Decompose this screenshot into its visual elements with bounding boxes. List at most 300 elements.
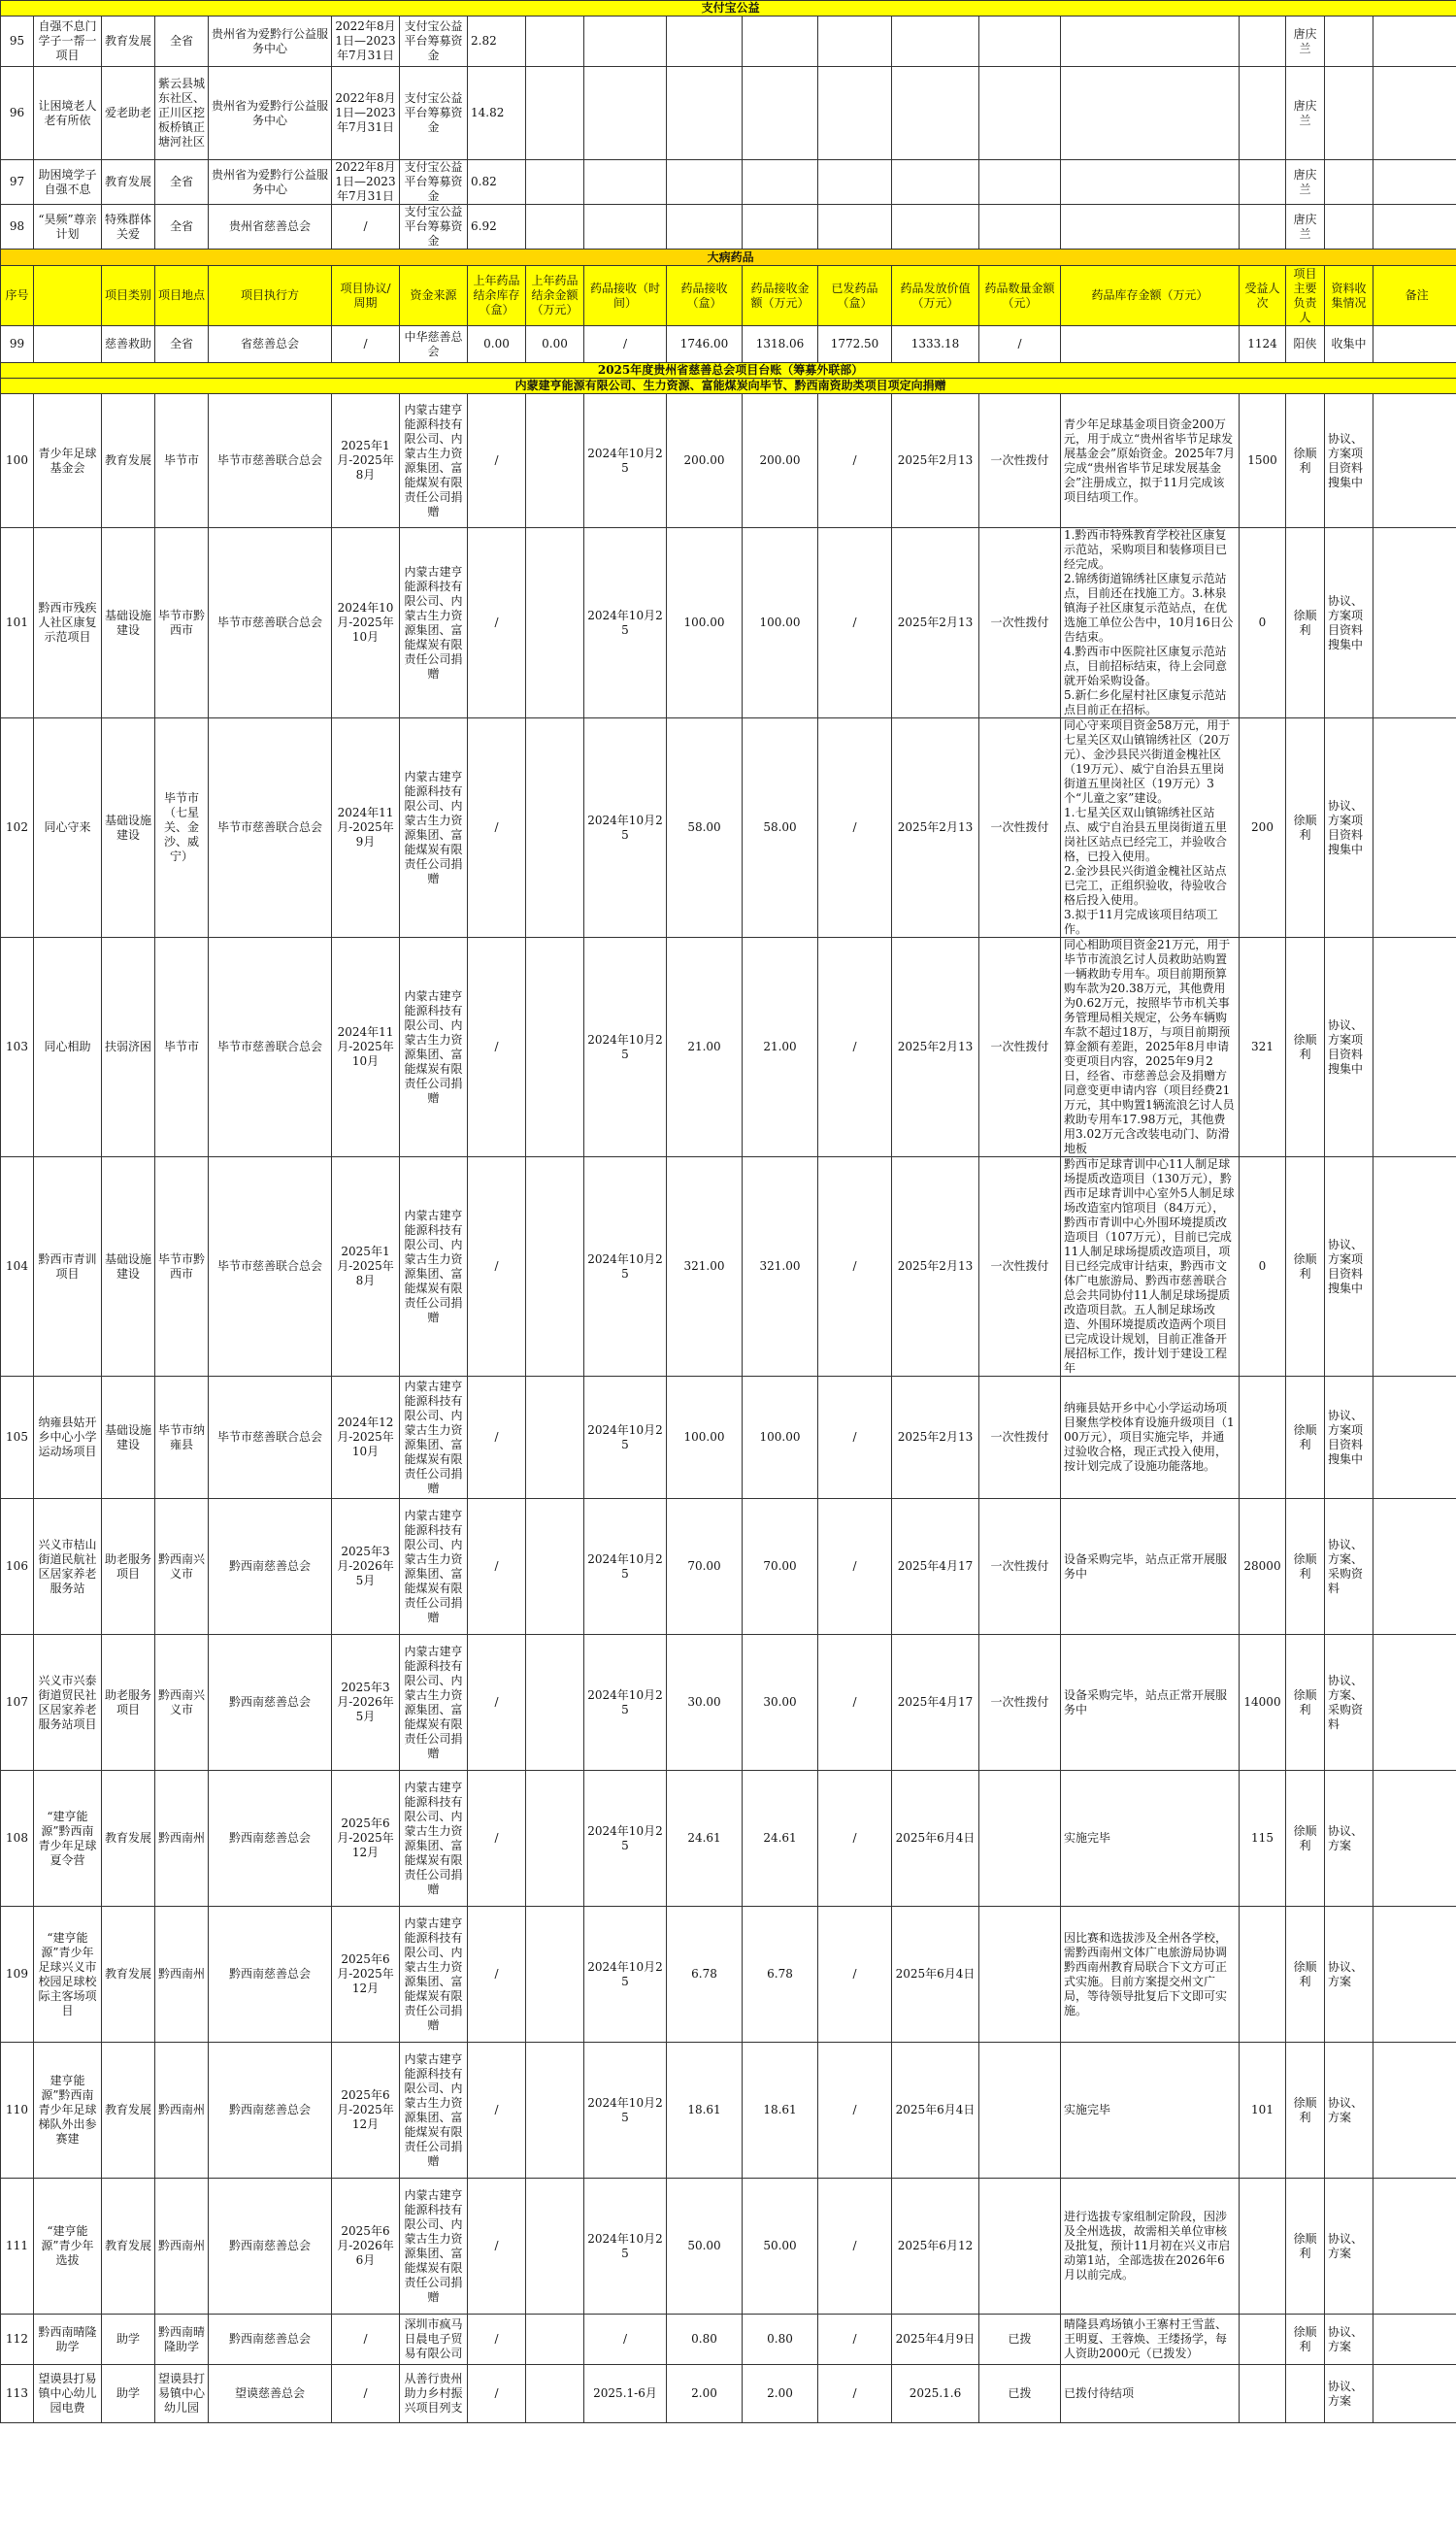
account-cell: 黔西南慈善总会: [209, 1635, 332, 1771]
medicine-cell: 1333.18: [892, 326, 979, 363]
account-cell: 教育发展: [102, 394, 155, 528]
account-cell: 协议、方案: [1325, 1771, 1373, 1907]
account-cell: 2025年6月4日: [892, 1907, 979, 2043]
column-header: [34, 266, 102, 326]
account-cell: 徐顺利: [1286, 2043, 1325, 2179]
account-cell: /: [468, 528, 526, 718]
account-cell: 协议、方案项目资料搜集中: [1325, 528, 1373, 718]
account-row: [1, 2365, 1456, 2423]
account-cell: 深圳市疯马日晨电子贸易有限公司: [400, 2315, 468, 2365]
account-cell: 黔西南晴隆助学: [34, 2315, 102, 2365]
account-cell: 2.00: [667, 2365, 743, 2423]
account-cell: 101: [1240, 2043, 1286, 2179]
account-cell: 2024年10月25: [584, 1771, 667, 1907]
medicine-cell: 省慈善总会: [209, 326, 332, 363]
account-cell: 6.78: [667, 1907, 743, 2043]
empty-cell: [818, 205, 892, 250]
account-cell: 内蒙古建亨能源科技有限公司、内蒙古生力资源集团、富能煤炭有限责任公司捐赠: [400, 1635, 468, 1771]
empty-cell: [1373, 1499, 1456, 1635]
account-cell: 内蒙古建亨能源科技有限公司、内蒙古生力资源集团、富能煤炭有限责任公司捐赠: [400, 394, 468, 528]
account-cell: 70.00: [743, 1499, 818, 1635]
empty-cell: [1061, 160, 1240, 205]
account-cell: /: [468, 718, 526, 938]
account-cell: 建亨能源”黔西南青少年足球梯队外出参赛建: [34, 2043, 102, 2179]
account-cell: 基础设施建设: [102, 1377, 155, 1499]
account-cell: 协议、方案项目资料搜集中: [1325, 1377, 1373, 1499]
account-cell: /: [818, 394, 892, 528]
account-cell: /: [468, 1499, 526, 1635]
account-cell: 一次性拨付: [979, 1635, 1061, 1771]
account-cell: 0: [1240, 528, 1286, 718]
account-cell: 1500: [1240, 394, 1286, 528]
empty-cell: [667, 160, 743, 205]
account-cell: 6.78: [743, 1907, 818, 2043]
account-cell: /: [818, 1499, 892, 1635]
account-cell: [526, 2043, 584, 2179]
empty-cell: [1373, 2315, 1456, 2365]
account-cell: 100.00: [743, 1377, 818, 1499]
empty-cell: [667, 67, 743, 160]
empty-cell: [892, 160, 979, 205]
empty-cell: [1373, 1157, 1456, 1377]
account-cell: 内蒙古建亨能源科技有限公司、内蒙古生力资源集团、富能煤炭有限责任公司捐赠: [400, 2179, 468, 2315]
account-cell: 2025年4月9日: [892, 2315, 979, 2365]
account-cell: /: [818, 1907, 892, 2043]
account-cell: 2024年12月-2025年10月: [332, 1377, 400, 1499]
alipay-cell: 贵州省为爱黔行公益服务中心: [209, 160, 332, 205]
empty-cell: [818, 67, 892, 160]
account-cell: 108: [1, 1771, 34, 1907]
account-cell: [979, 2179, 1061, 2315]
account-cell: 2025年2月13: [892, 938, 979, 1157]
account-cell: [1240, 1907, 1286, 2043]
account-cell: 100: [1, 394, 34, 528]
account-cell: 2025年6月4日: [892, 2043, 979, 2179]
account-cell: /: [818, 718, 892, 938]
account-cell: 毕节市（七星关、金沙、威宁）: [155, 718, 209, 938]
account-row: [1, 1377, 1456, 1499]
account-cell: 2024年10月25: [584, 938, 667, 1157]
column-header: 项目执行方: [209, 266, 332, 326]
account-cell: 进行选拔专家组制定阶段，因涉及全州选拔，故需相关单位审核及批复，预计11月初在兴义市启动第1站，全部选拔在2026年6月以前完成。: [1061, 2179, 1240, 2315]
empty-cell: [1373, 17, 1456, 67]
account-cell: 2024年10月25: [584, 394, 667, 528]
account-cell: 一次性拨付: [979, 528, 1061, 718]
account-cell: 24.61: [743, 1771, 818, 1907]
account-cell: [526, 718, 584, 938]
alipay-cell: 紫云县城东社区、正川区挖板桥镇正塘河社区: [155, 67, 209, 160]
account-cell: 2024年11月-2025年10月: [332, 938, 400, 1157]
account-cell: 青少年足球基金会: [34, 394, 102, 528]
alipay-cell: 支付宝公益平台筹募资金: [400, 160, 468, 205]
column-header: 项目类别: [102, 266, 155, 326]
empty-cell: [1373, 718, 1456, 938]
empty-cell: [743, 17, 818, 67]
account-cell: 协议、方案项目资料搜集中: [1325, 718, 1373, 938]
account-cell: /: [818, 528, 892, 718]
medicine-header-row: [1, 266, 1456, 326]
empty-cell: [1373, 394, 1456, 528]
account-cell: /: [468, 1907, 526, 2043]
empty-cell: [1240, 67, 1286, 160]
alipay-cell: 96: [1, 67, 34, 160]
account-cell: 黔西南州: [155, 2179, 209, 2315]
account-cell: 黔西市残疾人社区康复示范项目: [34, 528, 102, 718]
account-cell: 200: [1240, 718, 1286, 938]
account-cell: 同心守来项目资金58万元，用于七星关区双山镇锦绣社区（20万元）、金沙县民兴街道金槐社区（19万元）、威宁自治县五里岗街道五里岗社区（19万元）3个“儿童之家”建设。 1.七星关区双山镇锦绣社区站点、威宁自治县五里岗街道五里岗社区站点已经完工，并验收合格，已投入使用。 2.金沙县民兴街道金槐社区站点已完工，正组织验收，待验收合格后投入使用。 3.拟于11月完成该项目结项工作。: [1061, 718, 1240, 938]
empty-cell: [584, 17, 667, 67]
account-cell: 2025年1月-2025年8月: [332, 394, 400, 528]
account-cell: 111: [1, 2179, 34, 2315]
alipay-cell: 贵州省为爱黔行公益服务中心: [209, 67, 332, 160]
account-cell: 110: [1, 2043, 34, 2179]
column-header: 受益人次: [1240, 266, 1286, 326]
alipay-cell: 让困境老人老有所依: [34, 67, 102, 160]
medicine-cell: 0.00: [526, 326, 584, 363]
account-cell: /: [818, 2315, 892, 2365]
account-cell: [526, 1635, 584, 1771]
empty-cell: [979, 205, 1061, 250]
account-cell: 已拨: [979, 2365, 1061, 2423]
account-cell: 毕节市慈善联合总会: [209, 938, 332, 1157]
empty-cell: [979, 160, 1061, 205]
alipay-cell: 全省: [155, 17, 209, 67]
account-cell: 助老服务项目: [102, 1635, 155, 1771]
medicine-cell: /: [332, 326, 400, 363]
account-cell: 助学: [102, 2315, 155, 2365]
account-cell: 112: [1, 2315, 34, 2365]
account-cell: 徐顺利: [1286, 1157, 1325, 1377]
alipay-cell: 爱老助老: [102, 67, 155, 160]
alipay-cell: 97: [1, 160, 34, 205]
account-cell: /: [332, 2315, 400, 2365]
account-cell: 同心相助项目资金21万元，用于毕节市流浪乞讨人员救助站购置一辆救助专用车。项目前期预算购车款为20.38万元，其他费用为0.62万元，按照毕节市机关事务管理局相关规定，公务车辆购车款不超过18万，与项目前期预算金额有差距，2025年8月申请变更项目内容，2025年9月2日，经省、市慈善总会及捐赠方同意变更申请内容（项目经费21万元，其中购置1辆流浪乞讨人员救助专用车17.98万元，其他费用3.02万元含改装电动门、防滑地板: [1061, 938, 1240, 1157]
account-cell: 2024年10月25: [584, 1157, 667, 1377]
account-cell: 2025年4月17: [892, 1499, 979, 1635]
medicine-cell: 1746.00: [667, 326, 743, 363]
account-cell: 设备采购完毕，站点正常开展服务中: [1061, 1499, 1240, 1635]
account-cell: /: [818, 2179, 892, 2315]
column-header: 药品接收（时间）: [584, 266, 667, 326]
account-cell: [526, 1377, 584, 1499]
account-cell: /: [468, 1157, 526, 1377]
empty-cell: [743, 160, 818, 205]
empty-cell: [1325, 205, 1373, 250]
medicine-cell: 1318.06: [743, 326, 818, 363]
account-cell: [979, 1771, 1061, 1907]
alipay-cell: 贵州省慈善总会: [209, 205, 332, 250]
alipay-cell: 0.82: [468, 160, 526, 205]
empty-cell: [667, 17, 743, 67]
account-cell: 115: [1240, 1771, 1286, 1907]
account-row: [1, 718, 1456, 938]
account-cell: 教育发展: [102, 2179, 155, 2315]
medicine-cell: 收集中: [1325, 326, 1373, 363]
account-cell: 2024年10月25: [584, 1499, 667, 1635]
account-cell: 2025.1-6月: [584, 2365, 667, 2423]
account-cell: “建亨能源”青少年足球兴义市校园足球校际主客场项目: [34, 1907, 102, 2043]
account-cell: 内蒙古建亨能源科技有限公司、内蒙古生力资源集团、富能煤炭有限责任公司捐赠: [400, 1499, 468, 1635]
account-cell: 105: [1, 1377, 34, 1499]
account-cell: /: [468, 1635, 526, 1771]
account-cell: 黔西南慈善总会: [209, 2315, 332, 2365]
empty-cell: [1240, 17, 1286, 67]
account-cell: 2024年10月25: [584, 1635, 667, 1771]
account-cell: 2025年2月13: [892, 528, 979, 718]
account-cell: 一次性拨付: [979, 1499, 1061, 1635]
alipay-cell: 唐庆兰: [1286, 67, 1325, 160]
account-cell: 黔西南州: [155, 1771, 209, 1907]
account-row: [1, 1499, 1456, 1635]
column-header: 项目协议/周期: [332, 266, 400, 326]
column-header: 药品发放价值（万元）: [892, 266, 979, 326]
alipay-cell: 教育发展: [102, 17, 155, 67]
account-cell: 望谟慈善总会: [209, 2365, 332, 2423]
account-cell: 2025年6月-2025年12月: [332, 1771, 400, 1907]
empty-cell: [1373, 1907, 1456, 2043]
account-cell: 109: [1, 1907, 34, 2043]
alipay-cell: 教育发展: [102, 160, 155, 205]
medicine-cell: 慈善救助: [102, 326, 155, 363]
alipay-cell: 支付宝公益平台筹募资金: [400, 67, 468, 160]
empty-cell: [1373, 160, 1456, 205]
column-header: 资金来源: [400, 266, 468, 326]
account-cell: 毕节市慈善联合总会: [209, 1377, 332, 1499]
alipay-section-title: 支付宝公益: [1, 1, 1456, 17]
account-cell: 教育发展: [102, 2043, 155, 2179]
account-cell: 100.00: [667, 528, 743, 718]
empty-cell: [1373, 1635, 1456, 1771]
alipay-cell: 6.92: [468, 205, 526, 250]
account-cell: 21.00: [743, 938, 818, 1157]
account-cell: 毕节市慈善联合总会: [209, 528, 332, 718]
alipay-cell: 支付宝公益平台筹募资金: [400, 205, 468, 250]
account-cell: 徐顺利: [1286, 938, 1325, 1157]
empty-cell: [1373, 938, 1456, 1157]
account-cell: 2025年6月-2026年6月: [332, 2179, 400, 2315]
alipay-row: [1, 160, 1456, 205]
alipay-cell: 贵州省为爱黔行公益服务中心: [209, 17, 332, 67]
account-cell: 徐顺利: [1286, 718, 1325, 938]
account-section-title: 2025年度贵州省慈善总会项目台账（筹募外联部）: [1, 363, 1456, 379]
account-cell: [526, 938, 584, 1157]
account-cell: 同心相助: [34, 938, 102, 1157]
account-cell: [1286, 2365, 1325, 2423]
account-cell: 黔西市足球青训中心11人制足球场提质改造项目（130万元），黔西市足球青训中心室外5人制足球场改造室内馆项目（84万元），黔西市青训中心外围环境提质改造项目（107万元），目前已完成11人制足球场提质改造项目，项目已经完成审计结束，黔西市文体广电旅游局、黔西市慈善联合总会共同协付11人制足球场提质改造项目款。五人制足球场改造、外围环境提质改造两个项目已完成设计规划，目前正准备开展招标工作，拨计划于建设工程年: [1061, 1157, 1240, 1377]
account-cell: 102: [1, 718, 34, 938]
account-cell: 1.黔西市特殊教育学校社区康复示范站，采购项目和装修项目已经完成。 2.锦绣街道锦绣社区康复示范站点，目前还在找施工方。3.林泉镇海子社区康复示范站点，在优选施工单位公告中，10月16日公告结束。 4.黔西市中医院社区康复示范站点，目前招标结束，待上会同意就开始采购设备。 5.新仁乡化屋村社区康复示范站点目前正在招标。: [1061, 528, 1240, 718]
account-cell: 50.00: [743, 2179, 818, 2315]
account-cell: /: [468, 2365, 526, 2423]
column-header: 药品库存金额（万元）: [1061, 266, 1240, 326]
account-cell: /: [818, 2043, 892, 2179]
account-cell: 0.80: [743, 2315, 818, 2365]
account-cell: 毕节市黔西市: [155, 528, 209, 718]
account-cell: 2024年10月-2025年10月: [332, 528, 400, 718]
account-cell: 毕节市纳雍县: [155, 1377, 209, 1499]
empty-cell: [818, 160, 892, 205]
alipay-cell: 支付宝公益平台筹募资金: [400, 17, 468, 67]
account-cell: 协议、方案、采购资料: [1325, 1635, 1373, 1771]
account-cell: 内蒙古建亨能源科技有限公司、内蒙古生力资源集团、富能煤炭有限责任公司捐赠: [400, 1157, 468, 1377]
account-cell: 黔西南兴义市: [155, 1499, 209, 1635]
account-cell: 毕节市慈善联合总会: [209, 1157, 332, 1377]
account-cell: 徐顺利: [1286, 2179, 1325, 2315]
account-cell: 200.00: [667, 394, 743, 528]
alipay-cell: 助困境学子自强不息: [34, 160, 102, 205]
account-cell: 徐顺利: [1286, 1907, 1325, 2043]
account-cell: 内蒙古建亨能源科技有限公司、内蒙古生力资源集团、富能煤炭有限责任公司捐赠: [400, 1771, 468, 1907]
column-header: 上年药品结余库存（盒）: [468, 266, 526, 326]
account-cell: [979, 2043, 1061, 2179]
account-row: [1, 1157, 1456, 1377]
account-cell: 基础设施建设: [102, 1157, 155, 1377]
empty-cell: [892, 67, 979, 160]
account-cell: 一次性拨付: [979, 718, 1061, 938]
account-cell: 实施完毕: [1061, 1771, 1240, 1907]
account-cell: 晴隆县鸡场镇小王寨村王雪蓝、王明夏、王蓉焕、王缕扬学，每人资助2000元（已拨发）: [1061, 2315, 1240, 2365]
account-cell: “建亨能源”青少年选拔: [34, 2179, 102, 2315]
account-cell: 30.00: [667, 1635, 743, 1771]
account-row: [1, 2179, 1456, 2315]
empty-cell: [979, 67, 1061, 160]
account-cell: 107: [1, 1635, 34, 1771]
account-cell: 协议、方案项目资料搜集中: [1325, 1157, 1373, 1377]
medicine-cell: 阳侠: [1286, 326, 1325, 363]
account-cell: 黔西南慈善总会: [209, 1499, 332, 1635]
account-cell: /: [468, 2315, 526, 2365]
account-cell: 内蒙古建亨能源科技有限公司、内蒙古生力资源集团、富能煤炭有限责任公司捐赠: [400, 2043, 468, 2179]
account-cell: 18.61: [667, 2043, 743, 2179]
account-cell: 毕节市慈善联合总会: [209, 394, 332, 528]
account-cell: 纳雍县姑开乡中心小学运动场项目: [34, 1377, 102, 1499]
medicine-cell: 99: [1, 326, 34, 363]
empty-cell: [526, 160, 584, 205]
empty-cell: [1061, 17, 1240, 67]
medicine-cell: 0.00: [468, 326, 526, 363]
empty-cell: [979, 17, 1061, 67]
account-cell: 青少年足球基金项目资金200万元，用于成立“贵州省毕节足球发展基金会”原始资金。2025年7月完成“贵州省毕节足球发展基金会”注册成立，拟于11月完成该项目结项工作。: [1061, 394, 1240, 528]
account-cell: 黔西南州: [155, 2043, 209, 2179]
alipay-cell: 95: [1, 17, 34, 67]
account-cell: 2025年2月13: [892, 394, 979, 528]
account-cell: 毕节市黔西市: [155, 1157, 209, 1377]
account-cell: [979, 1907, 1061, 2043]
account-cell: [1240, 2365, 1286, 2423]
medicine-cell: [1061, 326, 1240, 363]
account-cell: 内蒙古建亨能源科技有限公司、内蒙古生力资源集团、富能煤炭有限责任公司捐赠: [400, 1377, 468, 1499]
account-cell: 黔西市青训项目: [34, 1157, 102, 1377]
account-section-subtitle-row: [1, 379, 1456, 394]
alipay-cell: /: [332, 205, 400, 250]
account-cell: 104: [1, 1157, 34, 1377]
account-cell: 2024年10月25: [584, 2043, 667, 2179]
empty-cell: [1373, 205, 1456, 250]
account-cell: 同心守来: [34, 718, 102, 938]
account-cell: 协议、方案: [1325, 1907, 1373, 2043]
alipay-cell: “昊频”尊亲计划: [34, 205, 102, 250]
empty-cell: [1325, 160, 1373, 205]
account-cell: 2024年10月25: [584, 528, 667, 718]
empty-cell: [584, 205, 667, 250]
account-cell: /: [332, 2365, 400, 2423]
empty-cell: [526, 17, 584, 67]
alipay-cell: 2022年8月1日—2023年7月31日: [332, 17, 400, 67]
empty-cell: [1373, 2179, 1456, 2315]
alipay-cell: 14.82: [468, 67, 526, 160]
account-cell: 徐顺利: [1286, 1499, 1325, 1635]
account-cell: 一次性拨付: [979, 394, 1061, 528]
account-cell: 321: [1240, 938, 1286, 1157]
account-cell: 2024年10月25: [584, 718, 667, 938]
account-cell: 协议、方案项目资料搜集中: [1325, 938, 1373, 1157]
account-cell: 徐顺利: [1286, 2315, 1325, 2365]
alipay-cell: 2022年8月1日—2023年7月31日: [332, 160, 400, 205]
account-cell: [526, 2315, 584, 2365]
account-cell: /: [818, 1377, 892, 1499]
alipay-cell: 唐庆兰: [1286, 160, 1325, 205]
empty-cell: [1373, 1377, 1456, 1499]
account-cell: 28000: [1240, 1499, 1286, 1635]
account-cell: 基础设施建设: [102, 528, 155, 718]
account-cell: 教育发展: [102, 1907, 155, 2043]
medicine-cell: 中华慈善总会: [400, 326, 468, 363]
account-cell: 200.00: [743, 394, 818, 528]
empty-cell: [743, 205, 818, 250]
account-row: [1, 2043, 1456, 2179]
alipay-cell: 唐庆兰: [1286, 205, 1325, 250]
account-cell: 一次性拨付: [979, 1377, 1061, 1499]
account-cell: 助老服务项目: [102, 1499, 155, 1635]
account-cell: 纳雍县姑开乡中心小学运动场项目聚焦学校体育设施升级项目（100万元），项目实施完毕，并通过验收合格，现正式投入使用，按计划完成了设施功能落地。: [1061, 1377, 1240, 1499]
alipay-cell: 98: [1, 205, 34, 250]
account-cell: [1240, 2179, 1286, 2315]
account-cell: 协议、方案项目资料搜集中: [1325, 394, 1373, 528]
medicine-cell: 1124: [1240, 326, 1286, 363]
medicine-cell: /: [979, 326, 1061, 363]
account-cell: 58.00: [743, 718, 818, 938]
empty-cell: [1325, 67, 1373, 160]
account-cell: /: [468, 938, 526, 1157]
alipay-cell: 2022年8月1日—2023年7月31日: [332, 67, 400, 160]
account-cell: “建亨能源”黔西南青少年足球夏令营: [34, 1771, 102, 1907]
account-cell: 助学: [102, 2365, 155, 2423]
account-cell: 黔西南慈善总会: [209, 2043, 332, 2179]
account-cell: /: [468, 394, 526, 528]
account-cell: 毕节市慈善联合总会: [209, 718, 332, 938]
account-cell: 2024年10月25: [584, 1907, 667, 2043]
account-cell: 2025年6月-2025年12月: [332, 1907, 400, 2043]
account-cell: 2025.1.6: [892, 2365, 979, 2423]
account-cell: 徐顺利: [1286, 1635, 1325, 1771]
account-cell: /: [818, 1157, 892, 1377]
account-cell: 100.00: [667, 1377, 743, 1499]
column-header: 项目地点: [155, 266, 209, 326]
account-cell: 扶弱济困: [102, 938, 155, 1157]
account-cell: 2025年2月13: [892, 718, 979, 938]
account-cell: 2024年11月-2025年9月: [332, 718, 400, 938]
account-cell: [526, 394, 584, 528]
account-cell: 内蒙古建亨能源科技有限公司、内蒙古生力资源集团、富能煤炭有限责任公司捐赠: [400, 528, 468, 718]
empty-cell: [1240, 205, 1286, 250]
empty-cell: [1373, 1771, 1456, 1907]
account-cell: 321.00: [667, 1157, 743, 1377]
empty-cell: [1061, 205, 1240, 250]
account-row: [1, 1635, 1456, 1771]
account-row: [1, 1771, 1456, 1907]
account-cell: 106: [1, 1499, 34, 1635]
column-header: 上年药品结余金额（万元）: [526, 266, 584, 326]
